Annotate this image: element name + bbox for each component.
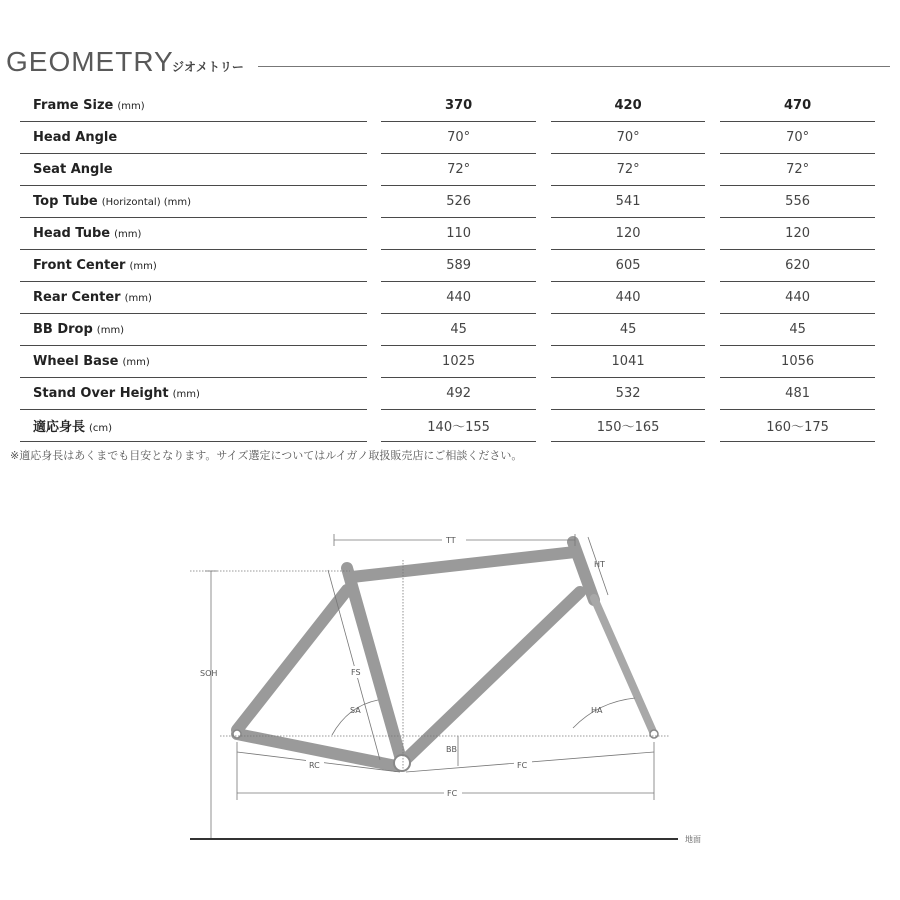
cell-size-420: 1041 — [551, 346, 706, 378]
table-row — [20, 122, 875, 154]
row-unit: (mm) — [96, 325, 125, 336]
row-unit: (mm) — [124, 293, 152, 304]
cell-size-470: 620 — [720, 250, 875, 282]
table-header-row — [20, 90, 875, 122]
header-divider — [258, 66, 890, 67]
column-gap — [705, 314, 720, 346]
label-rc: RC — [309, 761, 320, 770]
row-label-text: Head Tube — [33, 226, 111, 241]
rear-dropout — [233, 730, 241, 738]
column-gap — [705, 282, 720, 314]
label-sa: SA — [350, 706, 361, 715]
column-gap — [536, 186, 551, 218]
column-gap — [536, 410, 551, 442]
row-unit: (mm) — [114, 229, 142, 240]
cell-size-370: 110 — [381, 218, 536, 250]
row-label — [20, 186, 367, 218]
column-gap — [536, 346, 551, 378]
row-label-text: Wheel Base — [33, 354, 119, 369]
cell-size-420: 72° — [551, 154, 706, 186]
cell-size-420: 120 — [551, 218, 706, 250]
row-label-text: Head Angle — [33, 130, 118, 145]
row-label-text: Stand Over Height — [33, 386, 169, 401]
column-gap — [705, 410, 720, 442]
down-tube — [402, 592, 580, 763]
page-subtitle: ジオメトリー — [172, 60, 244, 74]
column-gap — [705, 218, 720, 250]
cell-size-370: 70° — [381, 122, 536, 154]
cell-size-470: 481 — [720, 378, 875, 410]
cell-size-420: 150〜165 — [551, 410, 706, 442]
column-gap — [705, 154, 720, 186]
bottom-bracket — [394, 755, 410, 771]
seat-tube — [347, 568, 402, 763]
table-row — [20, 250, 875, 282]
column-gap — [367, 410, 382, 442]
seat-stay — [237, 590, 347, 730]
column-gap — [536, 154, 551, 186]
row-label — [20, 410, 367, 442]
cell-size-370: 1025 — [381, 346, 536, 378]
column-gap — [705, 378, 720, 410]
label-ground: 地面 — [685, 835, 701, 844]
cell-size-420: 70° — [551, 122, 706, 154]
front-dropout — [650, 730, 658, 738]
column-gap — [705, 346, 720, 378]
row-unit: (cm) — [89, 423, 113, 434]
column-gap — [536, 122, 551, 154]
top-tube — [352, 552, 575, 577]
cell-size-420: 541 — [551, 186, 706, 218]
table-row — [20, 314, 875, 346]
table-row — [20, 346, 875, 378]
row-label-text: Frame Size — [33, 98, 114, 113]
cell-size-370: 140〜155 — [381, 410, 536, 442]
column-gap — [536, 378, 551, 410]
table-row — [20, 410, 875, 442]
label-wb: FC — [447, 789, 458, 798]
column-gap — [367, 218, 382, 250]
cell-size-370: 526 — [381, 186, 536, 218]
row-unit: (mm) — [117, 101, 145, 112]
row-unit: (mm) — [122, 357, 150, 368]
cell-size-370: 492 — [381, 378, 536, 410]
label-soh: SOH — [200, 669, 218, 678]
column-gap — [536, 218, 551, 250]
label-fc: FC — [517, 761, 528, 770]
row-label — [20, 282, 367, 314]
cell-size-470: 1056 — [720, 346, 875, 378]
column-gap — [367, 154, 382, 186]
column-gap — [536, 90, 551, 122]
label-bb: BB — [446, 745, 457, 754]
row-unit: (Horizontal) (mm) — [101, 197, 192, 208]
column-gap — [367, 122, 382, 154]
cell-size-470: 45 — [720, 314, 875, 346]
column-gap — [367, 282, 382, 314]
bike-frame — [237, 542, 594, 766]
column-gap — [367, 346, 382, 378]
table-row — [20, 218, 875, 250]
row-label-text: Rear Center — [33, 290, 121, 305]
column-gap — [367, 90, 382, 122]
row-label — [20, 346, 367, 378]
geometry-table — [20, 90, 875, 442]
cell-size-370: 72° — [381, 154, 536, 186]
column-gap — [705, 122, 720, 154]
column-gap — [536, 250, 551, 282]
cell-size-370: 589 — [381, 250, 536, 282]
column-gap — [367, 378, 382, 410]
cell-size-420: 45 — [551, 314, 706, 346]
fit-note: ※適応身長はあくまでも目安となります。サイズ選定についてはルイガノ取扱販売店にご相談ください。 — [10, 449, 523, 462]
row-label — [20, 314, 367, 346]
column-gap — [705, 186, 720, 218]
cell-size-370: 440 — [381, 282, 536, 314]
label-tt: TT — [446, 536, 456, 545]
column-gap — [367, 314, 382, 346]
cell-size-470: 440 — [720, 282, 875, 314]
row-label — [20, 154, 367, 186]
row-unit: (mm) — [172, 389, 200, 400]
label-ht: HT — [594, 560, 605, 569]
row-label — [20, 90, 367, 122]
cell-size-420: 532 — [551, 378, 706, 410]
label-fs: FS — [351, 668, 361, 677]
table-row — [20, 378, 875, 410]
page-title: GEOMETRY — [6, 46, 174, 77]
cell-size-470: 70° — [720, 122, 875, 154]
row-label-text: Seat Angle — [33, 162, 113, 177]
cell-size-470: 72° — [720, 154, 875, 186]
column-gap — [705, 250, 720, 282]
table-row — [20, 186, 875, 218]
cell-size-420: 605 — [551, 250, 706, 282]
column-gap — [536, 314, 551, 346]
cell-size-420: 440 — [551, 282, 706, 314]
frame-geometry-diagram — [180, 520, 720, 850]
cell-size-470: 160〜175 — [720, 410, 875, 442]
row-label-text: Top Tube — [33, 194, 98, 209]
row-label-text: Front Center — [33, 258, 126, 273]
cell-size-470: 556 — [720, 186, 875, 218]
table-row — [20, 154, 875, 186]
row-label — [20, 250, 367, 282]
cell-size-470: 120 — [720, 218, 875, 250]
table-row — [20, 282, 875, 314]
row-label-text: 適応身長 — [33, 420, 86, 435]
label-ha: HA — [591, 706, 603, 715]
fork — [594, 598, 654, 734]
cell-size-370: 45 — [381, 314, 536, 346]
column-gap — [536, 282, 551, 314]
cell-size-370: 370 — [381, 90, 536, 122]
row-label — [20, 378, 367, 410]
row-label — [20, 122, 367, 154]
geometry-header — [6, 44, 890, 84]
row-unit: (mm) — [129, 261, 157, 272]
cell-size-420: 420 — [551, 90, 706, 122]
row-label — [20, 218, 367, 250]
cell-size-470: 470 — [720, 90, 875, 122]
column-gap — [705, 90, 720, 122]
column-gap — [367, 250, 382, 282]
row-label-text: BB Drop — [33, 322, 93, 337]
column-gap — [367, 186, 382, 218]
